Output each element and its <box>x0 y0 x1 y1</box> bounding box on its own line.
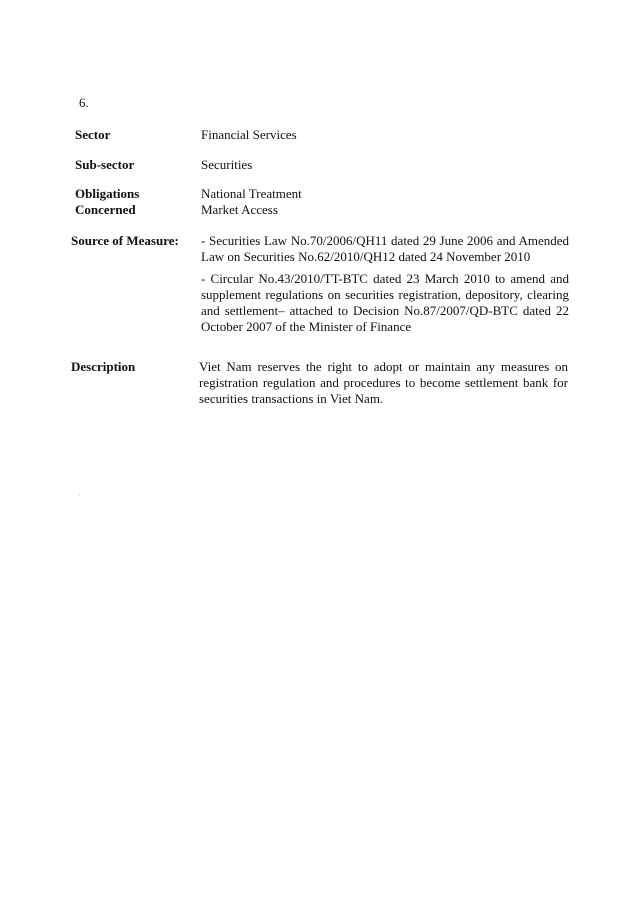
source-value <box>201 233 569 335</box>
source-paragraph-2: - Circular No.43/2010/TT-BTC dated 23 March 2010 to amend and supplement regulations on securities registration, depository, clearing and settlement– attached to Decision No.87/2007/QD-BTC dated 22 October 2007 of the Minister of Finance <box>201 271 569 334</box>
obligations-value <box>201 186 569 218</box>
sector-label: Sector <box>75 127 111 142</box>
description-value: Viet Nam reserves the right to adopt or maintain any measures on registration regulation and procedures to become settlement bank for securities transactions in Viet Nam. <box>199 359 568 406</box>
sub-sector-value: Securities <box>201 157 253 172</box>
description-label: Description <box>71 359 136 374</box>
obligations-value-line2: Market Access <box>201 202 278 217</box>
obligations-label-line1: Obligations <box>75 186 140 201</box>
sub-sector-label: Sub-sector <box>75 157 135 172</box>
obligations-label-line2: Concerned <box>75 202 136 217</box>
source-label: Source of Measure: <box>71 233 179 248</box>
obligations-value-line1: National Treatment <box>201 186 302 201</box>
sector-value: Financial Services <box>201 127 297 142</box>
item-number: 6. <box>79 95 89 110</box>
obligations-label <box>75 186 139 218</box>
scan-speck <box>79 495 80 496</box>
source-paragraph-1: - Securities Law No.70/2006/QH11 dated 29 June 2006 and Amended Law on Securities No.62/2010/QH12 dated 24 November 2010 <box>201 233 569 264</box>
